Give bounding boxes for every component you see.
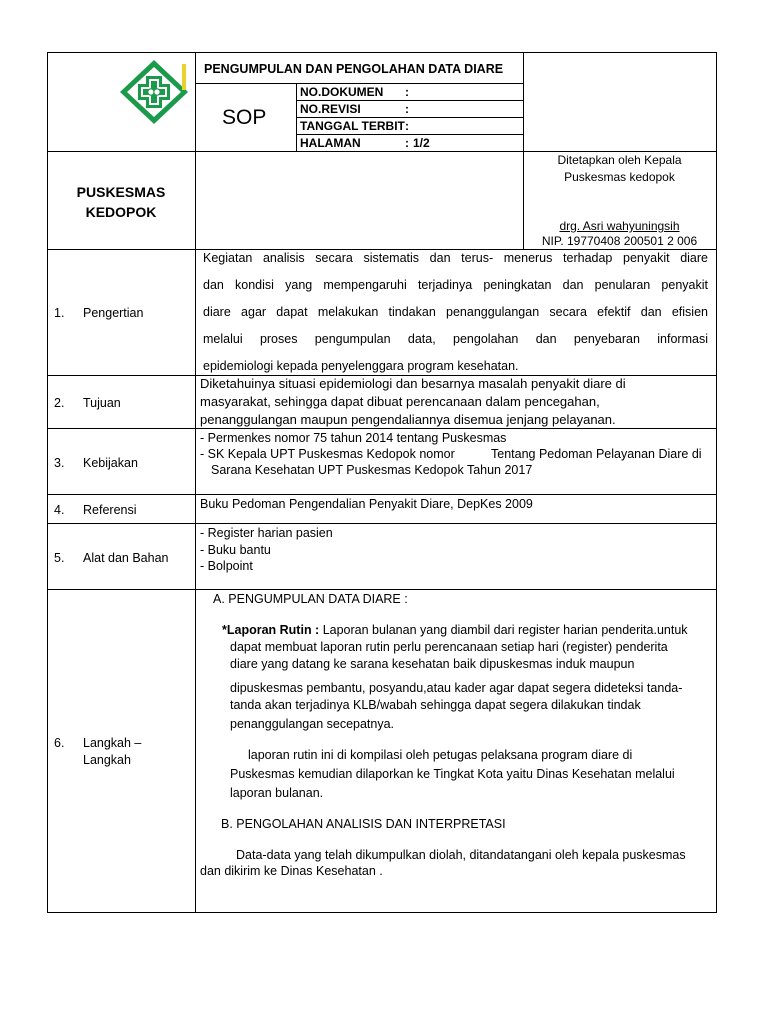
row-label: Referensi [83, 503, 137, 517]
row-label: Langkah – [83, 736, 142, 750]
doc-number-sep: : [405, 85, 409, 99]
policy-item-cont: Sarana Kesehatan UPT Puskesmas Kedopok Tahun 2017 [211, 463, 533, 477]
row-label: Tujuan [83, 396, 121, 410]
processing-line: dan dikirim ke Dinas Kesehatan . [200, 864, 383, 878]
definition-text: Kegiatan analisis secara sistematis dan terus- menerus terhadap penyakit diare dan kondisi yang mempengaruhi terjadinya peningkatan dan penularan penyakit diare agar dapat melakukan tindakan penanggulangan secara efektif dan efisien melalui proses pengumpulan data, pengolahan dan penyebaran informasi epidemiologi kepada penyelenggara program kesehatan. [203, 251, 708, 373]
routine-report-line: dapat membuat laporan rutin perlu perencanaan setiap hari (register) penderita [230, 640, 668, 654]
tool-item: - Bolpoint [200, 559, 253, 573]
row-number: 5. [54, 551, 65, 565]
routine-report-line: tanda akan terjadinya KLB/wabah sehingga dapat segera dilakukan tindak [230, 698, 641, 712]
approval-line1: Ditetapkan oleh Kepala [557, 153, 682, 167]
doc-number-label: NO.DOKUMEN [300, 85, 384, 99]
row-number: 3. [54, 456, 65, 470]
row-label: Alat dan Bahan [83, 551, 169, 565]
row-label: Pengertian [83, 306, 144, 320]
row-number: 6. [54, 736, 65, 750]
issue-date-label: TANGGAL TERBIT [300, 119, 405, 133]
compilation-line: laporan bulanan. [230, 786, 324, 800]
page-label: HALAMAN [300, 136, 361, 150]
revision-label: NO.REVISI [300, 102, 361, 116]
reference-text: Buku Pedoman Pengendalian Penyakit Diare, DepKes 2009 [200, 497, 533, 511]
section-b-heading: B. PENGOLAHAN ANALISIS DAN INTERPRETASI [221, 817, 506, 831]
approval-line2: Puskesmas kedopok [564, 170, 675, 184]
objective-line: penanggulangan maupun pengendaliannya disemua jenjang pelayanan. [200, 412, 616, 427]
processing-line: Data-data yang telah dikumpulkan diolah, ditandatangani oleh kepala puskesmas [236, 848, 686, 862]
objective-line: Diketahuinya situasi epidemiologi dan besarnya masalah penyakit diare di [200, 376, 626, 391]
row-number: 1. [54, 306, 65, 320]
page-value: 1/2 [413, 136, 430, 150]
org-name-line2: KEDOPOK [85, 204, 157, 220]
row-label: Langkah [83, 753, 131, 767]
page-sep: : [405, 136, 409, 150]
routine-report-first-line: *Laporan Rutin : Laporan bulanan yang diambil dari register harian penderita.untuk [222, 623, 688, 637]
objective-line: masyarakat, sehingga dapat dibuat perencanaan dalam pencegahan, [200, 394, 600, 409]
document-title: PENGUMPULAN DAN PENGOLAHAN DATA DIARE [204, 62, 504, 76]
policy-item-cont: Tentang Pedoman Pelayanan Diare di [491, 447, 702, 461]
compilation-line: Puskesmas kemudian dilaporkan ke Tingkat Kota yaitu Dinas Kesehatan melalui [230, 767, 675, 781]
issue-date-sep: : [405, 119, 409, 133]
policy-item: - SK Kepala UPT Puskesmas Kedopok nomor [200, 447, 455, 461]
routine-report-line: penanggulangan secepatnya. [230, 717, 395, 731]
row-number: 4. [54, 503, 65, 517]
org-name-line1: PUSKESMAS [76, 184, 166, 200]
signer-nip: NIP. 19770408 200501 2 006 [541, 234, 698, 248]
tool-item: - Register harian pasien [200, 526, 333, 540]
routine-report-line: diare yang datang ke sarana kesehatan baik dipuskesmas induk maupun [230, 657, 635, 671]
tool-item: - Buku bantu [200, 543, 271, 557]
routine-report-line: dipuskesmas pembantu, posyandu,atau kader agar dapat segera dideteksi tanda- [230, 681, 683, 695]
signer-name: drg. Asri wahyuningsih [559, 219, 680, 233]
compilation-line: laporan rutin ini di kompilasi oleh petugas pelaksana program diare di [248, 748, 633, 762]
section-a-heading: A. PENGUMPULAN DATA DIARE : [213, 592, 408, 606]
puskesmas-logo [118, 58, 190, 126]
row-label: Kebijakan [83, 456, 138, 470]
row-number: 2. [54, 396, 65, 410]
revision-sep: : [405, 102, 409, 116]
sop-label: SOP [222, 106, 267, 129]
policy-item: - Permenkes nomor 75 tahun 2014 tentang Puskesmas [200, 431, 507, 445]
